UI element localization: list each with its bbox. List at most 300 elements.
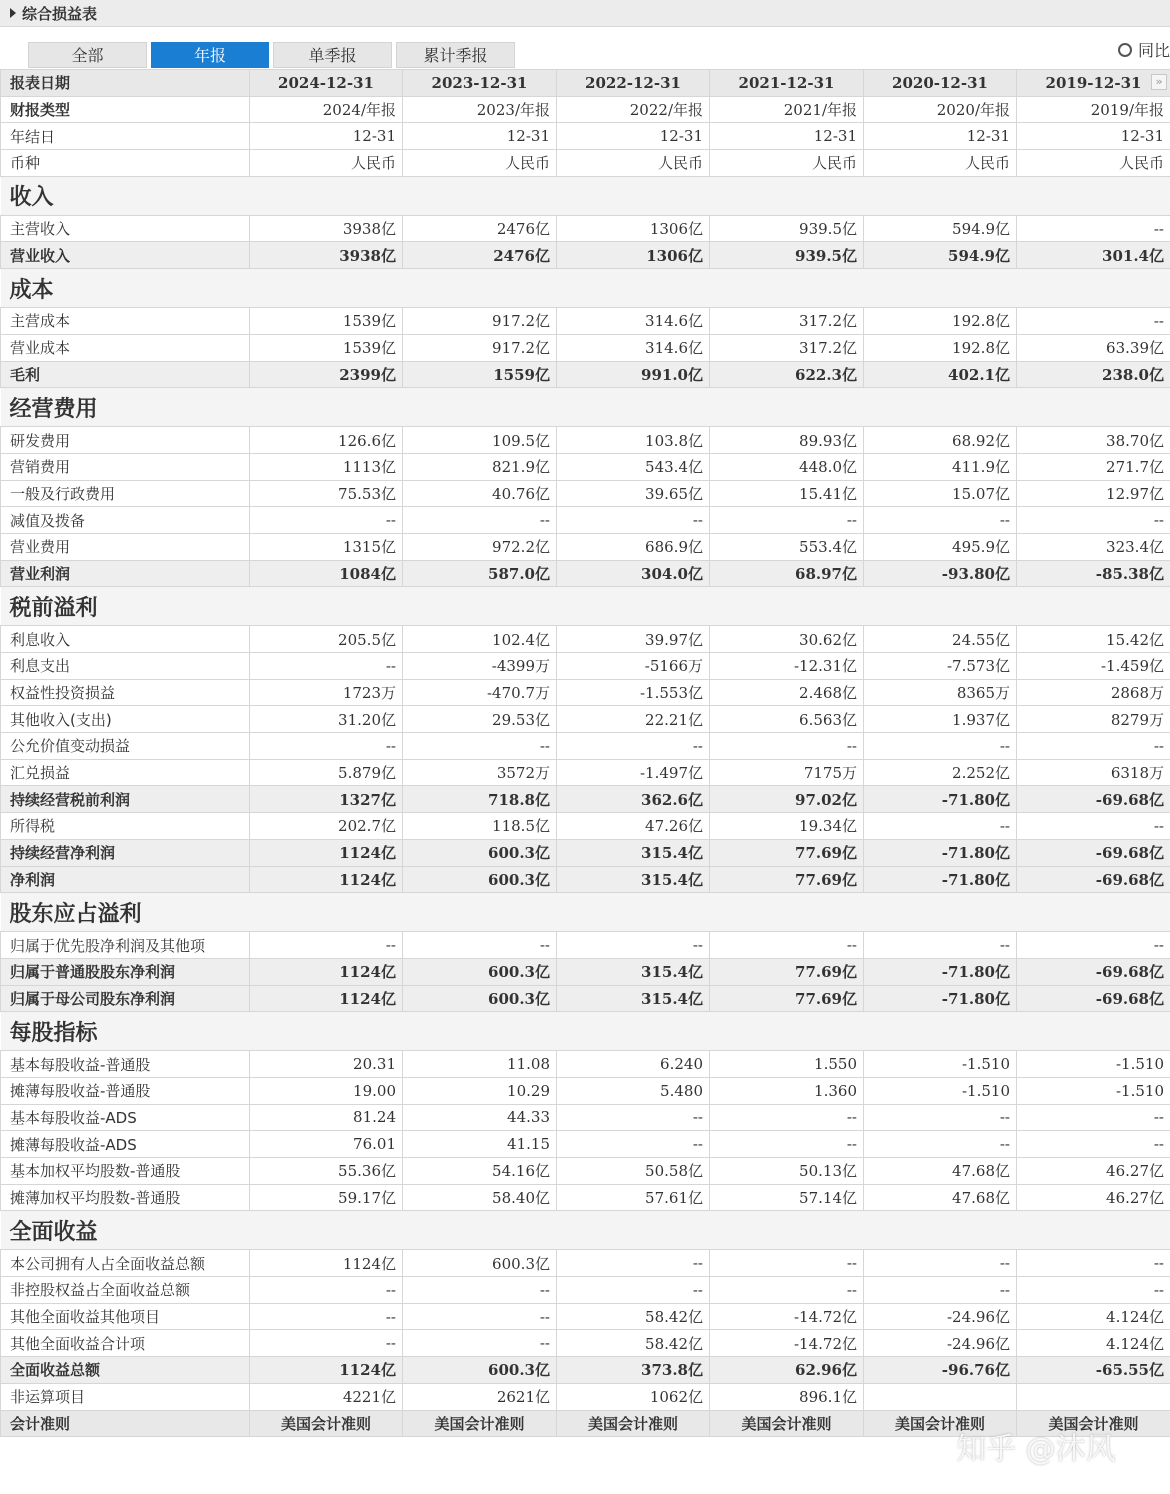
cell-value: 600.3亿 [403, 839, 557, 866]
column-date: 2019-12-31 » [1017, 70, 1170, 97]
cell-value: 1124亿 [250, 958, 403, 985]
table-row [1, 786, 1170, 813]
cell-value: -1.510 [864, 1051, 1017, 1078]
section-title: 全面收益 [1, 1211, 1170, 1250]
cell-value: -- [403, 1277, 557, 1304]
table-row [1, 839, 1170, 866]
cell-value: 594.9亿 [864, 215, 1017, 242]
cell-value: 1539亿 [250, 334, 403, 361]
column-date: 2023-12-31 [403, 70, 557, 97]
table-row [1, 150, 1170, 177]
cell-value: 美国会计准则 [250, 1410, 403, 1437]
cell-value: -71.80亿 [864, 839, 1017, 866]
cell-value: 19.34亿 [710, 813, 864, 840]
cell-value: 81.24 [250, 1104, 403, 1131]
cell-value: -- [557, 1277, 710, 1304]
cell-value: 1084亿 [250, 560, 403, 587]
cell-value: 7175万 [710, 759, 864, 786]
row-label: 基本每股收益-普通股 [1, 1051, 250, 1078]
row-label: 主营成本 [1, 308, 250, 335]
cell-value: 543.4亿 [557, 453, 710, 480]
yoy-radio-icon[interactable] [1118, 43, 1132, 57]
table-row [1, 958, 1170, 985]
cell-value: 553.4亿 [710, 533, 864, 560]
cell-value: 97.02亿 [710, 786, 864, 813]
cell-value: 31.20亿 [250, 706, 403, 733]
yoy-toggle[interactable] [1118, 38, 1170, 61]
cell-value: 202.7亿 [250, 813, 403, 840]
row-label: 非运算项目 [1, 1383, 250, 1410]
cell-value: 3938亿 [250, 242, 403, 269]
cell-value: 29.53亿 [403, 706, 557, 733]
cell-value: 1327亿 [250, 786, 403, 813]
cell-value: 1723万 [250, 679, 403, 706]
section-header [1, 587, 1170, 626]
table-row [1, 334, 1170, 361]
table-row [1, 1277, 1170, 1304]
cell-value: -- [557, 1104, 710, 1131]
cell-value: 美国会计准则 [557, 1410, 710, 1437]
section-title: 经营费用 [1, 388, 1170, 427]
cell-value: 12-31 [250, 123, 403, 150]
cell-value: 12-31 [1017, 123, 1170, 150]
cell-value: 315.4亿 [557, 958, 710, 985]
accounting-standard-row [1, 1410, 1170, 1437]
cell-value: 448.0亿 [710, 453, 864, 480]
section-title: 成本 [1, 269, 1170, 308]
cell-value: 2399亿 [250, 361, 403, 388]
cell-value: -1.510 [1017, 1077, 1170, 1104]
table-row [1, 507, 1170, 534]
cell-value: -- [250, 1303, 403, 1330]
table-row [1, 1303, 1170, 1330]
cell-value: -65.55亿 [1017, 1357, 1170, 1384]
row-label: 主营收入 [1, 215, 250, 242]
cell-value: 22.21亿 [557, 706, 710, 733]
cell-value: 1124亿 [250, 1357, 403, 1384]
cell-value: 24.55亿 [864, 626, 1017, 653]
cell-value: 1306亿 [557, 242, 710, 269]
cell-value: 587.0亿 [403, 560, 557, 587]
cell-value: 2019/年报 [1017, 96, 1170, 123]
cell-value: 40.76亿 [403, 480, 557, 507]
cell-value: 77.69亿 [710, 866, 864, 893]
cell-value: -93.80亿 [864, 560, 1017, 587]
cell-value: 1124亿 [250, 1250, 403, 1277]
cell-value: -- [864, 932, 1017, 959]
cell-value: -85.38亿 [1017, 560, 1170, 587]
cell-value: 2.468亿 [710, 679, 864, 706]
row-label: 营业费用 [1, 533, 250, 560]
cell-value: -5166万 [557, 653, 710, 680]
row-label: 营业成本 [1, 334, 250, 361]
cell-value: 301.4亿 [1017, 242, 1170, 269]
section-title: 每股指标 [1, 1012, 1170, 1051]
section-header [1, 1012, 1170, 1051]
cell-value: 41.15 [403, 1131, 557, 1158]
cell-value: 47.68亿 [864, 1184, 1017, 1211]
cell-value: -- [1017, 1131, 1170, 1158]
cell-value: 15.41亿 [710, 480, 864, 507]
row-label: 其他全面收益合计项 [1, 1330, 250, 1357]
table-row [1, 96, 1170, 123]
cell-value: -- [864, 1277, 1017, 1304]
cell-value: 821.9亿 [403, 453, 557, 480]
cell-value: 46.27亿 [1017, 1158, 1170, 1185]
cell-value: 118.5亿 [403, 813, 557, 840]
cell-value: 63.39亿 [1017, 334, 1170, 361]
cell-value: 1124亿 [250, 866, 403, 893]
cell-value: 76.01 [250, 1131, 403, 1158]
cell-value [1017, 1383, 1170, 1410]
cell-value: 美国会计准则 [710, 1410, 864, 1437]
table-row [1, 215, 1170, 242]
cell-value: 2021/年报 [710, 96, 864, 123]
row-label: 公允价值变动损益 [1, 733, 250, 760]
section-header [1, 176, 1170, 215]
cell-value: 39.97亿 [557, 626, 710, 653]
cell-value: -1.510 [864, 1077, 1017, 1104]
cell-value: -- [557, 507, 710, 534]
cell-value: 50.58亿 [557, 1158, 710, 1185]
column-date: 2020-12-31 [864, 70, 1017, 97]
cell-value: 美国会计准则 [403, 1410, 557, 1437]
cell-value: -- [1017, 1277, 1170, 1304]
cell-value: -14.72亿 [710, 1330, 864, 1357]
column-date: 2021-12-31 [710, 70, 864, 97]
section-title: 收入 [1, 176, 1170, 215]
cell-value: 2868万 [1017, 679, 1170, 706]
table-row [1, 242, 1170, 269]
cell-value: -1.553亿 [557, 679, 710, 706]
cell-value: -- [557, 932, 710, 959]
cell-value: -- [710, 507, 864, 534]
cell-value: 62.96亿 [710, 1357, 864, 1384]
row-label: 净利润 [1, 866, 250, 893]
table-row [1, 1357, 1170, 1384]
cell-value: 44.33 [403, 1104, 557, 1131]
row-label: 归属于母公司股东净利润 [1, 985, 250, 1012]
cell-value: 58.40亿 [403, 1184, 557, 1211]
cell-value: 12-31 [403, 123, 557, 150]
cell-value: -12.31亿 [710, 653, 864, 680]
cell-value: -- [250, 1277, 403, 1304]
cell-value: -- [557, 1250, 710, 1277]
cell-value: 2020/年报 [864, 96, 1017, 123]
cell-value: 600.3亿 [403, 866, 557, 893]
cell-value: -- [250, 733, 403, 760]
row-label: 毛利 [1, 361, 250, 388]
cell-value: -- [864, 813, 1017, 840]
cell-value: 402.1亿 [864, 361, 1017, 388]
cell-value: 6.240 [557, 1051, 710, 1078]
cell-value: -- [1017, 1250, 1170, 1277]
row-label: 币种 [1, 150, 250, 177]
cell-value: -- [403, 1330, 557, 1357]
cell-value: 1.550 [710, 1051, 864, 1078]
row-label: 所得税 [1, 813, 250, 840]
cell-value: -14.72亿 [710, 1303, 864, 1330]
cell-value: 人民币 [1017, 150, 1170, 177]
table-row [1, 1330, 1170, 1357]
cell-value: 47.26亿 [557, 813, 710, 840]
cell-value: -- [250, 1330, 403, 1357]
table-row [1, 1158, 1170, 1185]
cell-value: 1124亿 [250, 985, 403, 1012]
cell-value: -- [557, 1131, 710, 1158]
cell-value: 12.97亿 [1017, 480, 1170, 507]
cell-value: 1.360 [710, 1077, 864, 1104]
cell-value: -- [710, 1250, 864, 1277]
cell-value: 315.4亿 [557, 839, 710, 866]
cell-value: -- [403, 1303, 557, 1330]
cell-value: 77.69亿 [710, 985, 864, 1012]
cell-value: 12-31 [864, 123, 1017, 150]
tab-single-quarter[interactable]: 单季报 [273, 42, 392, 68]
cell-value: 600.3亿 [403, 958, 557, 985]
cell-value: 622.3亿 [710, 361, 864, 388]
cell-value: 1559亿 [403, 361, 557, 388]
cell-value: 2621亿 [403, 1383, 557, 1410]
cell-value: -- [710, 932, 864, 959]
cell-value: -- [403, 507, 557, 534]
cell-value: -69.68亿 [1017, 958, 1170, 985]
cell-value: 68.97亿 [710, 560, 864, 587]
cell-value: 271.7亿 [1017, 453, 1170, 480]
row-label: 归属于普通股股东净利润 [1, 958, 250, 985]
cell-value: 46.27亿 [1017, 1184, 1170, 1211]
cell-value: -- [864, 1250, 1017, 1277]
cell-value: 11.08 [403, 1051, 557, 1078]
cell-value: 939.5亿 [710, 215, 864, 242]
cell-value: 600.3亿 [403, 1357, 557, 1384]
cell-value: 19.00 [250, 1077, 403, 1104]
row-label: 基本每股收益-ADS [1, 1104, 250, 1131]
cell-value: 人民币 [864, 150, 1017, 177]
cell-value: -7.573亿 [864, 653, 1017, 680]
cell-value: 972.2亿 [403, 533, 557, 560]
cell-value: 5.480 [557, 1077, 710, 1104]
section-title: 税前溢利 [1, 587, 1170, 626]
cell-value: 人民币 [557, 150, 710, 177]
cell-value: -- [710, 1131, 864, 1158]
cell-value: 304.0亿 [557, 560, 710, 587]
yoy-label: 同比 [1137, 41, 1170, 60]
table-row [1, 679, 1170, 706]
cell-value: -- [864, 1131, 1017, 1158]
cell-value: -1.510 [1017, 1051, 1170, 1078]
cell-value: -- [250, 507, 403, 534]
table-row [1, 123, 1170, 150]
tab-all[interactable]: 全部 [28, 42, 147, 68]
cell-value: 12-31 [557, 123, 710, 150]
cell-value: 6318万 [1017, 759, 1170, 786]
row-label: 减值及拨备 [1, 507, 250, 534]
row-label: 利息支出 [1, 653, 250, 680]
cell-value: -71.80亿 [864, 958, 1017, 985]
row-label: 年结日 [1, 123, 250, 150]
cell-value: 896.1亿 [710, 1383, 864, 1410]
cell-value: -69.68亿 [1017, 786, 1170, 813]
table-row [1, 427, 1170, 454]
section-header [1, 269, 1170, 308]
table-row [1, 533, 1170, 560]
row-label: 摊薄每股收益-ADS [1, 1131, 250, 1158]
cell-value: 314.6亿 [557, 308, 710, 335]
cell-value: -- [710, 1104, 864, 1131]
cell-value: 991.0亿 [557, 361, 710, 388]
cell-value: 3938亿 [250, 215, 403, 242]
row-label: 持续经营税前利润 [1, 786, 250, 813]
cell-value: -1.497亿 [557, 759, 710, 786]
tab-cumulative-quarter[interactable]: 累计季报 [396, 42, 515, 68]
cell-value: 39.65亿 [557, 480, 710, 507]
cell-value: 89.93亿 [710, 427, 864, 454]
collapse-triangle-icon[interactable] [10, 8, 16, 18]
watermark: 知乎 @沐风 [956, 1432, 1116, 1467]
title-bar[interactable] [0, 0, 1170, 27]
table-row [1, 1250, 1170, 1277]
cell-value: -470.7万 [403, 679, 557, 706]
table-row [1, 453, 1170, 480]
cell-value: 1113亿 [250, 453, 403, 480]
row-label: 其他收入(支出) [1, 706, 250, 733]
row-label: 研发费用 [1, 427, 250, 454]
row-label: 摊薄每股收益-普通股 [1, 1077, 250, 1104]
cell-value: 2024/年报 [250, 96, 403, 123]
cell-value [864, 1383, 1017, 1410]
cell-value: -- [710, 1277, 864, 1304]
cell-value: 5.879亿 [250, 759, 403, 786]
cell-value: 594.9亿 [864, 242, 1017, 269]
section-header [1, 893, 1170, 932]
table-row [1, 1383, 1170, 1410]
table-row [1, 1131, 1170, 1158]
row-label: 权益性投资损益 [1, 679, 250, 706]
cell-value: -- [250, 653, 403, 680]
row-label: 本公司拥有人占全面收益总额 [1, 1250, 250, 1277]
table-row [1, 1051, 1170, 1078]
table-row [1, 480, 1170, 507]
cell-value: 238.0亿 [1017, 361, 1170, 388]
cell-value: 20.31 [250, 1051, 403, 1078]
cell-value: 317.2亿 [710, 308, 864, 335]
row-label: 持续经营净利润 [1, 839, 250, 866]
cell-value: 939.5亿 [710, 242, 864, 269]
cell-value: 102.4亿 [403, 626, 557, 653]
cell-value: -71.80亿 [864, 866, 1017, 893]
table-row [1, 308, 1170, 335]
cell-value: 126.6亿 [250, 427, 403, 454]
table-row [1, 733, 1170, 760]
cell-value: -- [864, 1104, 1017, 1131]
tab-annual[interactable]: 年报 [151, 42, 269, 68]
cell-value: 4221亿 [250, 1383, 403, 1410]
cell-value: 人民币 [403, 150, 557, 177]
cell-value: 55.36亿 [250, 1158, 403, 1185]
cell-value: 8365万 [864, 679, 1017, 706]
cell-value: 8279万 [1017, 706, 1170, 733]
table-row [1, 866, 1170, 893]
row-label: 利息收入 [1, 626, 250, 653]
cell-value: 2022/年报 [557, 96, 710, 123]
cell-value: 38.70亿 [1017, 427, 1170, 454]
cell-value: 362.6亿 [557, 786, 710, 813]
table-row [1, 813, 1170, 840]
cell-value: 57.14亿 [710, 1184, 864, 1211]
cell-value: 1124亿 [250, 839, 403, 866]
cell-value: 718.8亿 [403, 786, 557, 813]
cell-value: 3572万 [403, 759, 557, 786]
column-date: 2024-12-31 [250, 70, 403, 97]
page-title: 综合损益表 [22, 4, 98, 23]
cell-value: 2476亿 [403, 242, 557, 269]
cell-value: 1315亿 [250, 533, 403, 560]
cell-value: 205.5亿 [250, 626, 403, 653]
cell-value: -1.459亿 [1017, 653, 1170, 680]
next-page-icon[interactable]: » [1151, 74, 1167, 90]
row-label: 归属于优先股净利润及其他项 [1, 932, 250, 959]
table-row [1, 361, 1170, 388]
row-label: 财报类型 [1, 96, 250, 123]
cell-value: 4.124亿 [1017, 1330, 1170, 1357]
cell-value: -96.76亿 [864, 1357, 1017, 1384]
column-date: 2022-12-31 [557, 70, 710, 97]
cell-value: -- [557, 733, 710, 760]
cell-value: -- [1017, 733, 1170, 760]
row-label: 非控股权益占全面收益总额 [1, 1277, 250, 1304]
table-row [1, 1184, 1170, 1211]
cell-value: -69.68亿 [1017, 839, 1170, 866]
cell-value: 1.937亿 [864, 706, 1017, 733]
cell-value: 12-31 [710, 123, 864, 150]
cell-value: 411.9亿 [864, 453, 1017, 480]
cell-value: 77.69亿 [710, 839, 864, 866]
cell-value: 917.2亿 [403, 334, 557, 361]
cell-value: 315.4亿 [557, 985, 710, 1012]
cell-value: 1306亿 [557, 215, 710, 242]
header-label: 报表日期 [1, 70, 250, 97]
tab-bar [0, 27, 1170, 69]
cell-value: 2023/年报 [403, 96, 557, 123]
cell-value: -- [1017, 308, 1170, 335]
table-row [1, 653, 1170, 680]
cell-value: 15.07亿 [864, 480, 1017, 507]
cell-value: -- [1017, 215, 1170, 242]
cell-value: 57.61亿 [557, 1184, 710, 1211]
table-row [1, 626, 1170, 653]
cell-value: -- [1017, 813, 1170, 840]
cell-value: 58.42亿 [557, 1330, 710, 1357]
cell-value: 15.42亿 [1017, 626, 1170, 653]
cell-value: 30.62亿 [710, 626, 864, 653]
income-statement-table [0, 69, 1170, 1437]
table-row [1, 1077, 1170, 1104]
table-header-row [1, 70, 1170, 97]
table-row [1, 759, 1170, 786]
cell-value: 75.53亿 [250, 480, 403, 507]
cell-value: 314.6亿 [557, 334, 710, 361]
row-label: 一般及行政费用 [1, 480, 250, 507]
cell-value: 68.92亿 [864, 427, 1017, 454]
cell-value: 54.16亿 [403, 1158, 557, 1185]
cell-value: 686.9亿 [557, 533, 710, 560]
section-header [1, 388, 1170, 427]
cell-value: 1062亿 [557, 1383, 710, 1410]
cell-value: -71.80亿 [864, 786, 1017, 813]
cell-value: 495.9亿 [864, 533, 1017, 560]
cell-value: 2.252亿 [864, 759, 1017, 786]
